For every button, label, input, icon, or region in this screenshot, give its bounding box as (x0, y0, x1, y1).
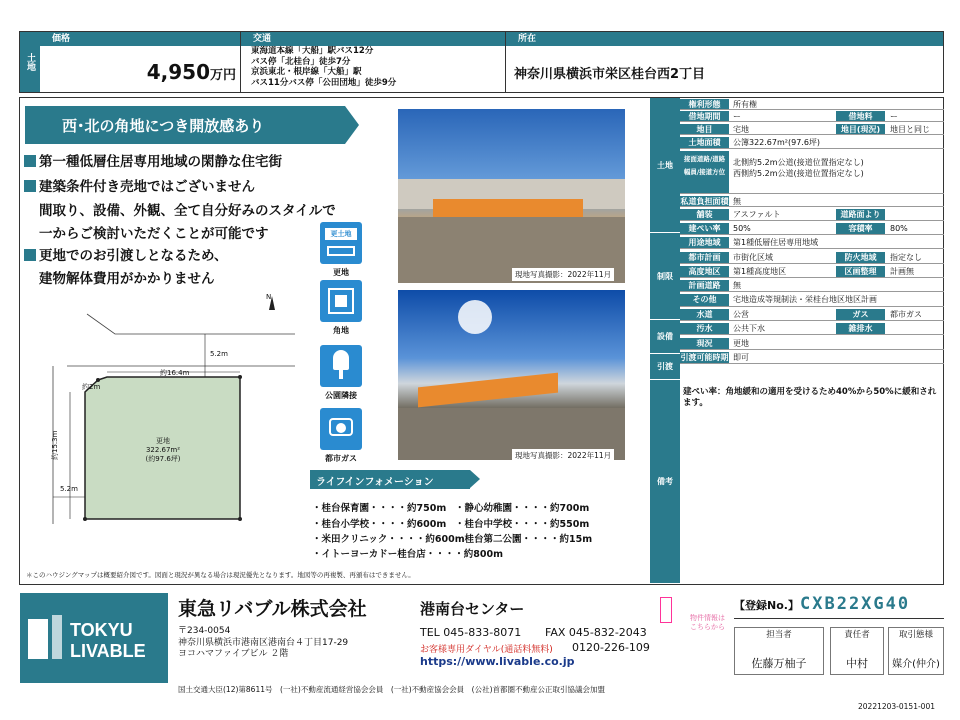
table-row (680, 252, 944, 264)
land-side-label: 土地 (20, 32, 40, 92)
company-name: 東急リバブル株式会社 (178, 598, 367, 620)
row-value: 第1種低層住居専用地域 (733, 238, 819, 247)
lot-tsubo: (約97.6坪) (145, 455, 181, 463)
price-value: 4,950 (146, 60, 210, 84)
row-key: 現況 (680, 338, 729, 349)
row-key: 雑排水 (836, 323, 885, 334)
icon-label: 角地 (333, 326, 349, 335)
icon-label: 更地 (333, 268, 349, 277)
life-item: ・静心幼稚園・・・・約700m (455, 503, 590, 514)
lot-label (138, 436, 188, 464)
row-value: 都市ガス (890, 310, 922, 319)
price (40, 60, 240, 84)
table-row (680, 223, 944, 235)
life-item: ・桂台小学校・・・・約600m (312, 519, 447, 530)
row-key: 地目(現況) (836, 124, 885, 134)
row-value: 80% (890, 224, 908, 233)
row-key: 高度地区 (680, 266, 729, 277)
side-left-length: 約15.3m (51, 430, 59, 460)
branch-name: 港南台センター (420, 600, 525, 618)
traffic-line: バス停「北桂台」徒歩7分 (251, 56, 351, 67)
row-key: その他 (680, 294, 729, 306)
row-key: 私道負担面積 (680, 197, 729, 206)
section-notes: 備考 (650, 380, 680, 584)
lot-plan-drawing (25, 292, 315, 532)
row-value: 公共下水 (733, 324, 765, 333)
park-icon (320, 345, 362, 387)
row-key: 容積率 (836, 223, 885, 234)
table-row (680, 294, 944, 307)
price-unit: 万円 (209, 68, 236, 83)
bullet-marker (24, 249, 36, 261)
life-item: ・桂台中学校・・・・約550m (455, 519, 590, 530)
traffic-label: 交通 (241, 32, 505, 46)
property-header (19, 31, 944, 93)
corner-length: 約2m (82, 383, 101, 391)
table-row (680, 99, 944, 110)
promo-bullet (39, 267, 215, 287)
row-key: 引渡可能時期 (680, 353, 729, 362)
row-value: 無 (733, 281, 741, 290)
row-key: 地目 (680, 124, 729, 134)
table-row (680, 124, 944, 135)
life-title-arrow (470, 470, 480, 488)
section-limits: 制限 (650, 233, 680, 320)
table-row (680, 111, 944, 122)
row-value: 公営 (733, 310, 749, 319)
address-line: 神奈川県横浜市港南区港南台４丁目17-29 (178, 638, 349, 648)
row-value: 所有権 (733, 100, 757, 109)
row-value: 宅地造成等規制法・栄桂台地区地区計画 (733, 295, 877, 304)
headline-arrow (345, 106, 359, 144)
document-code: 20221203-0151-001 (858, 702, 935, 711)
address-line: ヨコハマファイブビル ２階 (178, 649, 289, 659)
row-key: 計画道路 (680, 280, 729, 291)
row-key: ガス (836, 309, 885, 320)
traffic-line: 京浜東北・根岸線「大船」駅 (251, 67, 362, 77)
staff-name: 佐藤万柚子 (751, 657, 807, 670)
life-item: ・イトーヨーカドー桂台店・・・・約800m (312, 549, 504, 560)
website-link[interactable]: https://www.livable.co.jp (420, 655, 575, 668)
site-photo-2 (398, 290, 625, 460)
manager-header: 責任者 (844, 630, 870, 640)
life-title: ライフインフォメーション (316, 477, 434, 488)
promo-headline: 西･北の角地につき開放感あり (62, 117, 265, 135)
livable-logo-icon (28, 615, 62, 661)
traffic-line: 東海道本線「大船」駅バス12分 (251, 46, 374, 56)
divider (734, 618, 944, 619)
table-row (680, 280, 944, 292)
traffic-line: バス11分バス停「公田団地」徒歩9分 (251, 77, 397, 88)
bullet-text: 建築条件付き売地ではございません (39, 179, 255, 195)
table-row (680, 151, 944, 194)
section-land: 土地 (650, 98, 680, 233)
promo-bullet (24, 244, 227, 264)
north-label: N (266, 293, 272, 301)
promo-bullet (24, 150, 282, 170)
table-row (680, 323, 944, 335)
photo-caption: 現地写真撮影：2022年11月 (512, 268, 614, 281)
row-value: アスファルト (733, 210, 781, 219)
notes-text: 建ぺい率：角地緩和の適用を受けるため40%から50%に緩和されます。 (683, 387, 937, 408)
row-value: 公簿322.67m²(97.6坪) (733, 138, 821, 147)
bullet-text: 間取り、設備、外観、全て自分好みのスタイルで (39, 203, 336, 219)
license-line: 国土交通大臣(12)第8611号 (一社)不動産流通経営協会会員 (一社)不動産協会会員 (公社)首都圏不動産公正取引協議会加盟 (178, 685, 606, 694)
row-value: 計画無 (890, 267, 914, 276)
deal-type: 媒介(仲介) (892, 659, 940, 670)
row-value: 即可 (733, 353, 749, 362)
row-key: 舗装 (680, 209, 729, 220)
postal-code: 〒234-0054 (178, 626, 231, 636)
manager-name: 中村 (846, 657, 868, 670)
row-value: 第1種高度地区 (733, 267, 787, 276)
icon-label: 公園隣接 (325, 391, 357, 400)
promo-bullet (24, 175, 255, 195)
bullet-text: 建物解体費用がかかりません (39, 271, 215, 287)
staff-header: 担当者 (766, 630, 792, 640)
row-value: 更地 (733, 339, 749, 348)
lot-area: 322.67m² (145, 446, 181, 454)
section-equip: 設備 (650, 320, 680, 354)
bullet-text: 更地でのお引渡しとなるため、 (39, 248, 228, 264)
vacant-lot-icon: 更土地 (320, 222, 362, 264)
lot-title: 更地 (156, 437, 170, 445)
row-key: 権利形態 (680, 99, 729, 109)
row-key: 水道 (680, 309, 729, 320)
location-label: 所在 (506, 32, 943, 46)
road-west-width: 5.2m (60, 485, 78, 493)
row-key: 借地期間 (680, 111, 729, 121)
table-row (680, 196, 944, 207)
row-key: 都市計画 (680, 252, 729, 263)
row-key: 接面道路/道路幅員/接道方位 (680, 151, 729, 193)
icon-label: 都市ガス (325, 454, 357, 463)
table-row (680, 352, 944, 364)
row-key: 用途地域 (680, 237, 729, 248)
row-value: 市街化区域 (733, 253, 773, 262)
site-photo-1 (398, 109, 625, 283)
bullet-marker (24, 180, 36, 192)
table-row (680, 237, 944, 249)
road-north-width: 5.2m (210, 350, 228, 358)
disclaimer: ＊このハウジングマップは概要紹介図です。図面と現況が異なる場合は現況優先となります。地図等の再複製、再頒布はできません。 (26, 571, 415, 579)
row-value: 西側約5.2m公道(接道位置指定なし) (733, 169, 864, 178)
row-value: 50% (733, 224, 751, 233)
brand-line1: TOKYU (70, 620, 133, 640)
row-value: 無 (733, 197, 741, 206)
life-item: ・桂台保育園・・・・約750m (312, 503, 447, 514)
qr-code-icon[interactable] (660, 597, 672, 623)
corner-lot-icon (320, 280, 362, 322)
side-top-length: 約16.4m (160, 369, 190, 377)
promo-bullet (39, 199, 336, 219)
price-label: 価格 (40, 32, 240, 46)
deal-type-header: 取引態様 (898, 630, 933, 640)
registration-label: 【登録No.】 (734, 599, 799, 612)
row-key: 土地面積 (680, 137, 729, 148)
row-value: 宅地 (733, 125, 749, 134)
row-key: 防火地域 (836, 252, 885, 263)
row-value: 指定なし (890, 253, 922, 262)
table-row (680, 338, 944, 350)
bullet-text: 一からご検討いただくことが可能です (39, 226, 269, 242)
toll-free-label: お客様専用ダイヤル(通話料無料) (420, 645, 553, 655)
row-key: 建ぺい率 (680, 223, 729, 234)
brand-logo (20, 593, 168, 683)
row-value: 北側約5.2m公道(接道位置指定なし) (733, 158, 864, 167)
life-item: ・桂台第二公園・・・・約15m (455, 534, 593, 545)
section-handover: 引渡 (650, 354, 680, 380)
brand-line2: LIVABLE (70, 641, 146, 661)
row-value: ー (733, 112, 741, 121)
toll-free-number: 0120-226-109 (572, 641, 650, 654)
row-key: 道路面より (836, 209, 885, 220)
location-value: 神奈川県横浜市栄区桂台西2丁目 (514, 67, 706, 82)
bullet-text: 第一種低層住居専用地域の閑静な住宅街 (39, 154, 282, 170)
row-key: 区画整理 (836, 266, 885, 277)
photo-caption: 現地写真撮影：2022年11月 (512, 449, 614, 462)
row-value: ー (890, 112, 898, 121)
bullet-marker (24, 155, 36, 167)
table-row (680, 309, 944, 321)
table-row (680, 209, 944, 221)
promo-bullet (39, 222, 269, 242)
registration-number: CXB22XG40 (800, 594, 911, 614)
row-key: 借地料 (836, 111, 885, 121)
table-row (680, 137, 944, 149)
row-key: 汚水 (680, 323, 729, 334)
qr-note: 物件情報はこちらから (690, 614, 725, 631)
traffic-lines (241, 46, 505, 92)
row-value: 地目と同じ (890, 125, 930, 134)
tel: TEL 045-833-8071 (420, 626, 522, 639)
fax: FAX 045-832-2043 (545, 626, 647, 639)
city-gas-icon (320, 408, 362, 450)
life-item: ・米田クリニック・・・・約600m (312, 534, 465, 545)
table-row (680, 266, 944, 278)
